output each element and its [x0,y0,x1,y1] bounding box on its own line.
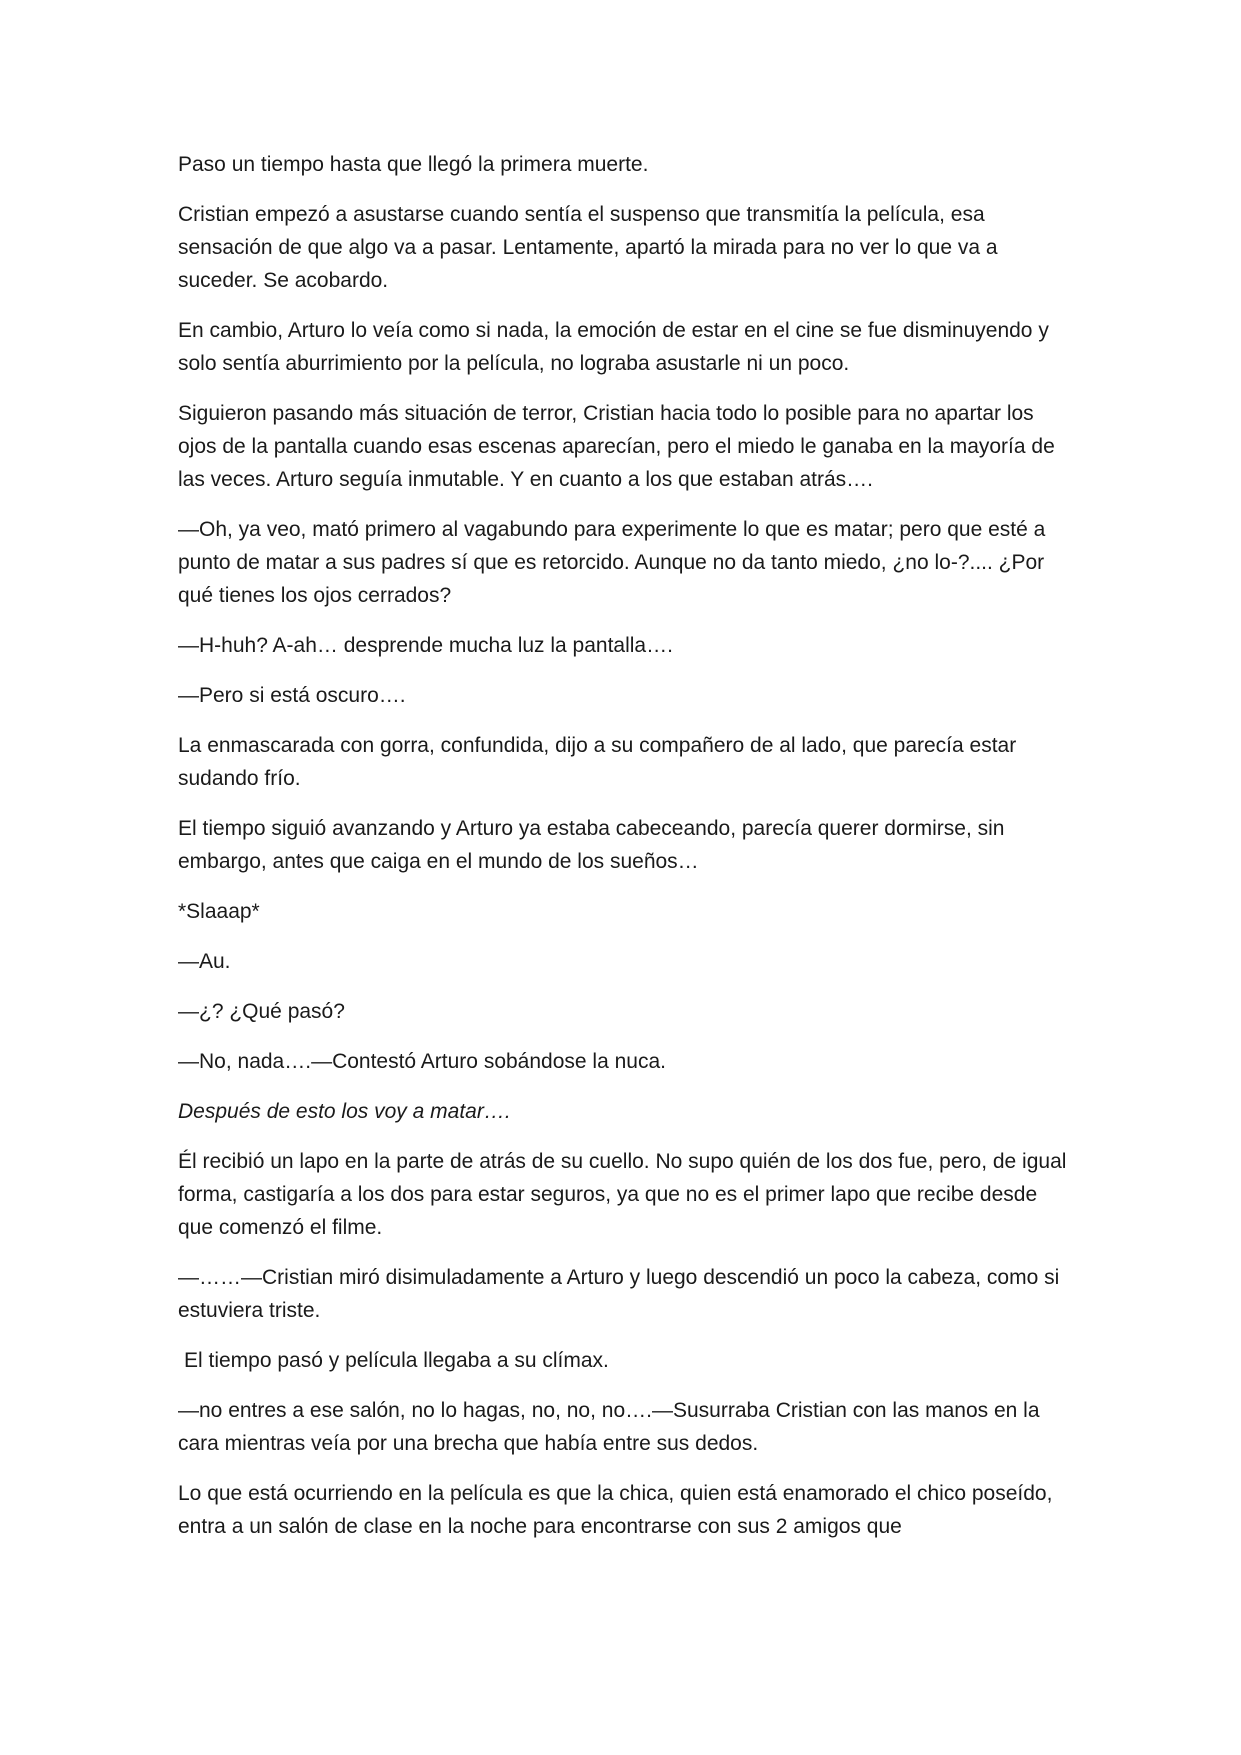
dialogue-paragraph: —Au. [178,950,231,973]
dialogue-paragraph: —……—Cristian miró disimuladamente a Arturo y luego descendió un poco la cabeza, como si estuviera triste. [178,1266,1060,1322]
paragraph: Siguieron pasando más situación de terror, Cristian hacia todo lo posible para no apartar los ojos de la pantalla cuando esas escenas aparecían, pero el miedo le ganaba en la mayoría de las veces. Arturo seguía inmutable. Y en cuanto a los que estaban atrás…. [178,402,1055,491]
paragraph: El tiempo siguió avanzando y Arturo ya estaba cabeceando, parecía querer dormirse, sin embargo, antes que caiga en el mundo de los sueños… [178,817,1005,873]
paragraph: Él recibió un lapo en la parte de atrás de su cuello. No supo quién de los dos fue, pero, de igual forma, castigaría a los dos para estar seguros, ya que no es el primer lapo que recibe desde que comenzó el filme. [178,1150,1067,1239]
dialogue-paragraph: —No, nada….—Contestó Arturo sobándose la nuca. [178,1050,666,1073]
dialogue-paragraph: —no entres a ese salón, no lo hagas, no, no, no….—Susurraba Cristian con las manos en la cara mientras veía por una brecha que había entre sus dedos. [178,1399,1040,1455]
paragraph: Lo que está ocurriendo en la película es que la chica, quien está enamorado el chico poseído, entra a un salón de clase en la noche para encontrarse con sus 2 amigos que [178,1482,1053,1538]
paragraph: Paso un tiempo hasta que llegó la primera muerte. [178,153,649,176]
dialogue-paragraph: —¿? ¿Qué pasó? [178,1000,345,1023]
dialogue-paragraph: —Pero si está oscuro…. [178,684,406,707]
paragraph: La enmascarada con gorra, confundida, dijo a su compañero de al lado, que parecía estar sudando frío. [178,734,1017,790]
body-text [178,148,1078,1560]
italic-thought-paragraph: Después de esto los voy a matar…. [178,1100,511,1123]
sound-effect-line: *Slaaap* [178,900,260,923]
dialogue-paragraph: —H-huh? A-ah… desprende mucha luz la pantalla…. [178,634,673,657]
dialogue-paragraph: —Oh, ya veo, mató primero al vagabundo para experimente lo que es matar; pero que esté a punto de matar a sus padres sí que es retorcido. Aunque no da tanto miedo, ¿no lo-?.... ¿Por qué tienes los ojos cerrados? [178,518,1046,607]
paragraph: El tiempo pasó y película llegaba a su clímax. [184,1349,609,1372]
paragraph: En cambio, Arturo lo veía como si nada, la emoción de estar en el cine se fue disminuyendo y solo sentía aburrimiento por la película, no lograba asustarle ni un poco. [178,319,1049,375]
paragraph: Cristian empezó a asustarse cuando sentía el suspenso que transmitía la película, esa sensación de que algo va a pasar. Lentamente, apartó la mirada para no ver lo que va a suceder. Se acobardo. [178,203,998,292]
